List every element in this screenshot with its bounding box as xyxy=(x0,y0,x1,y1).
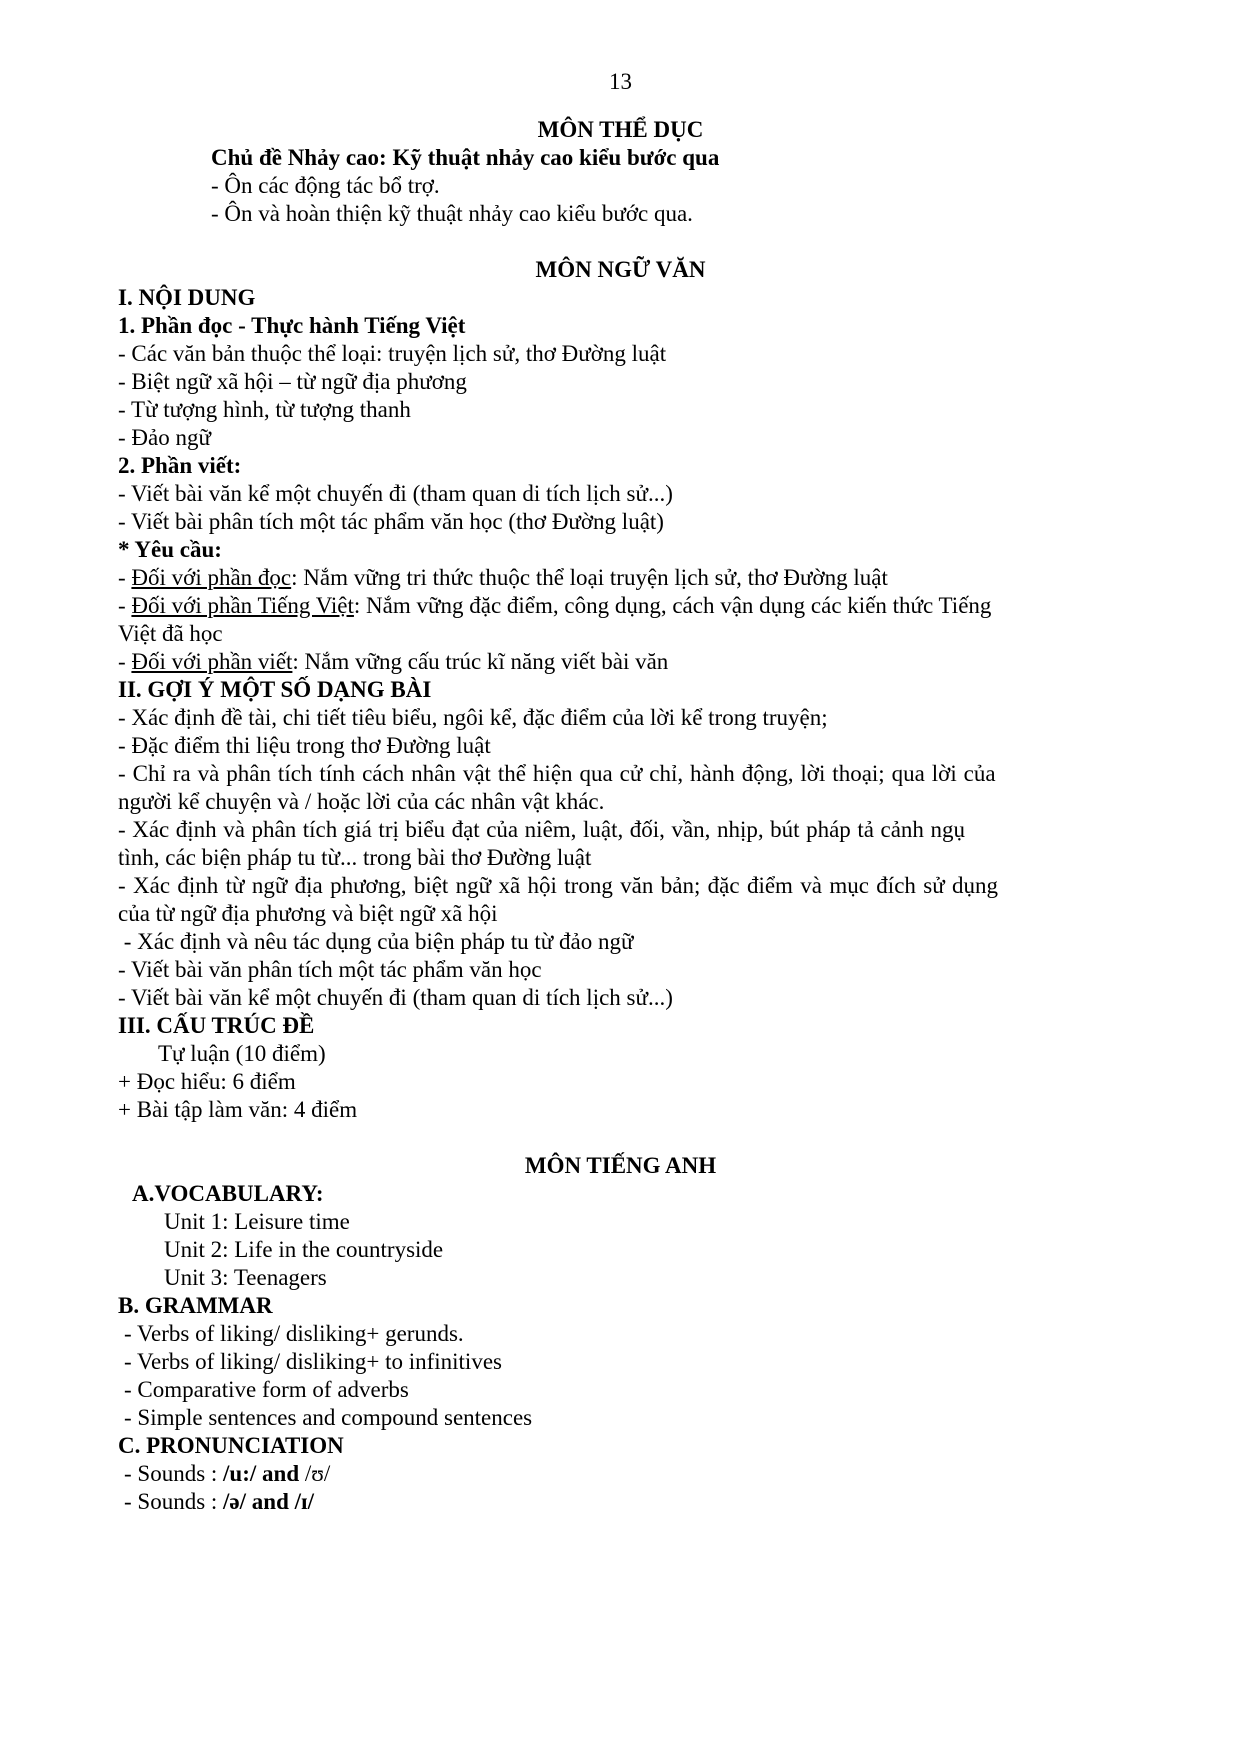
requirement-label: Đối với phần viết xyxy=(131,649,293,674)
the-duc-topic: Chủ đề Nhảy cao: Kỹ thuật nhảy cao kiểu bước qua xyxy=(211,145,720,170)
section-heading: A.VOCABULARY: xyxy=(132,1181,324,1206)
list-item: - Viết bài văn phân tích một tác phẩm văn học xyxy=(118,957,542,982)
list-item: - Viết bài văn kể một chuyến đi (tham quan di tích lịch sử...) xyxy=(118,481,673,506)
requirement-reading: - Đối với phần đọc: Nắm vững tri thức thuộc thể loại truyện lịch sử, thơ Đường luật xyxy=(118,565,888,590)
list-item-continuation: người kể chuyện và / hoặc lời của các nhân vật khác. xyxy=(118,789,605,814)
structure-line: + Bài tập làm văn: 4 điểm xyxy=(118,1097,358,1122)
list-item: - Chỉ ra và phân tích tính cách nhân vật thể hiện qua cử chỉ, hành động, lời thoại; qua lời của xyxy=(118,761,996,786)
requirement-label: Đối với phần đọc xyxy=(131,565,292,590)
section-heading: I. NỘI DUNG xyxy=(118,285,256,310)
requirement-continuation: Việt đã học xyxy=(118,621,223,646)
page-number: 13 xyxy=(609,69,632,94)
list-item: - Đảo ngữ xyxy=(118,425,211,450)
pronunciation-item: - Sounds : /ə/ and /ɪ/ xyxy=(124,1489,315,1514)
tieng-anh-title: MÔN TIẾNG ANH xyxy=(524,1153,717,1178)
unit-item: Unit 3: Teenagers xyxy=(164,1265,327,1290)
list-item: - Từ tượng hình, từ tượng thanh xyxy=(118,397,411,422)
grammar-item: - Verbs of liking/ disliking+ gerunds. xyxy=(124,1321,464,1346)
list-item: - Xác định và nêu tác dụng của biện pháp tu từ đảo ngữ xyxy=(118,929,634,954)
the-duc-title: MÔN THỂ DỤC xyxy=(537,117,704,142)
pronunciation-item: - Sounds : /u:/ and /ʊ/ xyxy=(124,1461,331,1486)
section-heading: II. GỢI Ý MỘT SỐ DẠNG BÀI xyxy=(118,677,432,702)
section-heading: B. GRAMMAR xyxy=(118,1293,273,1318)
grammar-item: - Verbs of liking/ disliking+ to infinitives xyxy=(124,1349,502,1374)
unit-item: Unit 1: Leisure time xyxy=(164,1209,350,1234)
list-item: - Đặc điểm thi liệu trong thơ Đường luật xyxy=(118,733,491,758)
list-item: - Xác định và phân tích giá trị biểu đạt của niêm, luật, đối, vần, nhịp, bút pháp tả cảnh ngụ xyxy=(118,817,965,842)
list-item: - Ôn và hoàn thiện kỹ thuật nhảy cao kiểu bước qua. xyxy=(211,201,693,226)
list-item-continuation: tình, các biện pháp tu từ... trong bài thơ Đường luật xyxy=(118,845,592,870)
list-item: - Biệt ngữ xã hội – từ ngữ địa phương xyxy=(118,369,467,394)
list-item: - Viết bài văn kể một chuyến đi (tham quan di tích lịch sử...) xyxy=(118,985,673,1010)
requirement-vietnamese: - Đối với phần Tiếng Việt: Nắm vững đặc điểm, công dụng, cách vận dụng các kiến thức Tiếng xyxy=(118,593,992,618)
requirement-label: Đối với phần Tiếng Việt xyxy=(131,593,354,618)
structure-line: Tự luận (10 điểm) xyxy=(158,1041,326,1066)
sub-heading: 1. Phần đọc - Thực hành Tiếng Việt xyxy=(118,313,466,338)
list-item: - Xác định đề tài, chi tiết tiêu biểu, ngôi kể, đặc điểm của lời kể trong truyện; xyxy=(118,705,828,730)
unit-item: Unit 2: Life in the countryside xyxy=(164,1237,444,1262)
list-item-continuation: của từ ngữ địa phương và biệt ngữ xã hội xyxy=(118,901,498,926)
structure-line: + Đọc hiểu: 6 điểm xyxy=(118,1069,296,1094)
section-heading: C. PRONUNCIATION xyxy=(118,1433,344,1458)
requirement-heading: * Yêu cầu: xyxy=(118,537,222,562)
ngu-van-title: MÔN NGỮ VĂN xyxy=(535,257,706,282)
requirement-writing: - Đối với phần viết: Nắm vững cấu trúc kĩ năng viết bài văn xyxy=(118,649,669,674)
list-item: - Các văn bản thuộc thể loại: truyện lịch sử, thơ Đường luật xyxy=(118,341,667,366)
grammar-item: - Comparative form of adverbs xyxy=(124,1377,409,1402)
list-item: - Xác định từ ngữ địa phương, biệt ngữ xã hội trong văn bản; đặc điểm và mục đích sử dụng xyxy=(118,873,999,898)
grammar-item: - Simple sentences and compound sentences xyxy=(124,1405,533,1430)
list-item: - Ôn các động tác bổ trợ. xyxy=(211,173,440,198)
list-item: - Viết bài phân tích một tác phẩm văn học (thơ Đường luật) xyxy=(118,509,664,534)
section-heading: III. CẤU TRÚC ĐỀ xyxy=(118,1013,315,1038)
sub-heading: 2. Phần viết: xyxy=(118,453,242,478)
